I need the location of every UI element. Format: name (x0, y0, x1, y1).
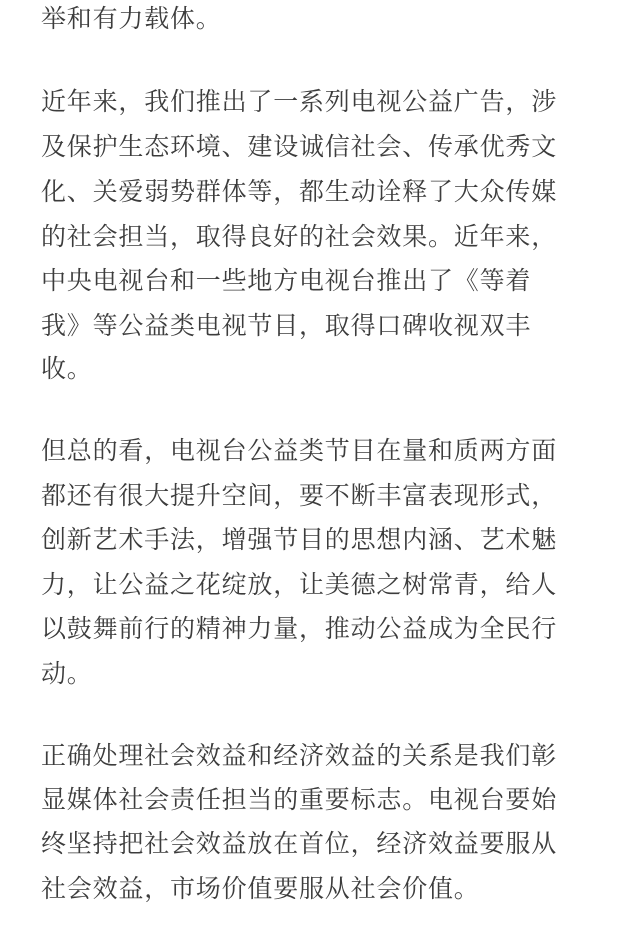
text-line: 近年来，我们推出了一系列电视公益广告，涉 (41, 87, 558, 116)
text-line: 显媒体社会责任担当的重要标志。电视台要始 (41, 785, 558, 814)
text-line: 终坚持把社会效益放在首位，经济效益要服从 (41, 829, 558, 858)
text-line: 以鼓舞前行的精神力量，推动公益成为全民行 (41, 614, 558, 643)
text-line: 都还有很大提升空间，要不断丰富表现形式， (41, 481, 558, 510)
text-line: 及保护生态环境、建设诚信社会、传承优秀文 (41, 132, 558, 161)
text-line: 我》等公益类电视节目，取得口碑收视双丰 (41, 311, 532, 340)
text-line: 收。 (41, 354, 93, 383)
text-line: 力，让公益之花绽放，让美德之树常青，给人 (41, 570, 558, 599)
text-line: 中央电视台和一些地方电视台推出了《等着 (41, 266, 532, 295)
text-line: 社会效益，市场价值要服从社会价值。 (41, 874, 480, 903)
text-line: 但总的看，电视台公益类节目在量和质两方面 (41, 436, 558, 465)
text-line: 化、关爱弱势群体等，都生动诠释了大众传媒 (41, 177, 558, 206)
text-line: 动。 (41, 659, 93, 688)
text-line: 正确处理社会效益和经济效益的关系是我们彰 (41, 741, 558, 770)
text-line: 举和有力载体。 (41, 4, 222, 33)
text-line: 的社会担当，取得良好的社会效果。近年来， (41, 222, 558, 251)
text-line: 创新艺术手法，增强节目的思想内涵、艺术魅 (41, 525, 558, 554)
